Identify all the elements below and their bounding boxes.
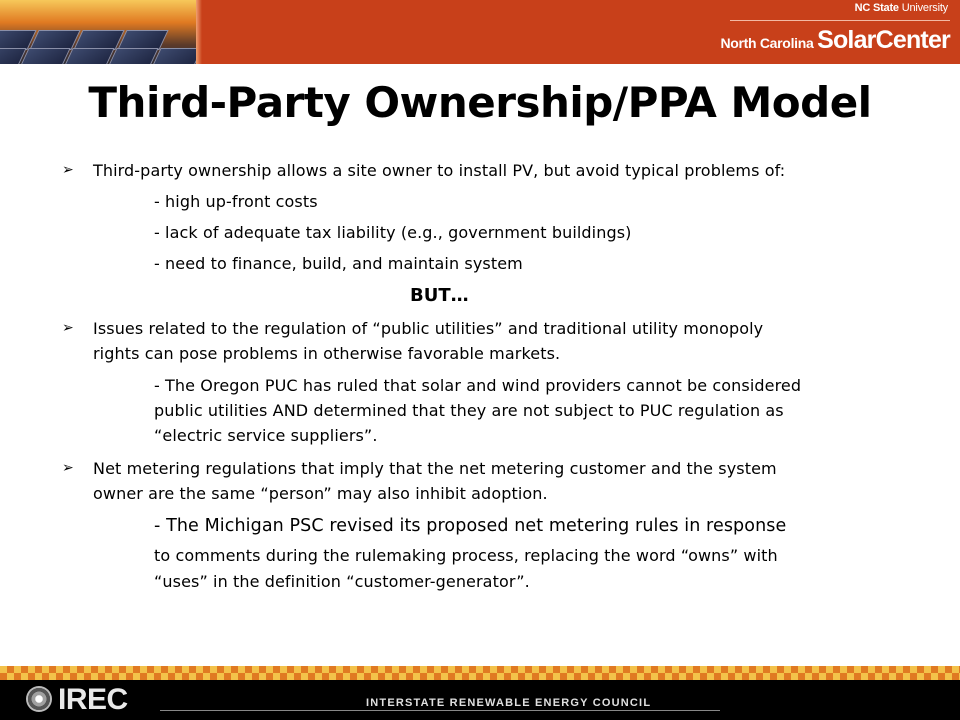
bullet-1-sub-1: - high up-front costs	[154, 192, 318, 211]
bullet-3-line-2: owner are the same “person” may also inhibit adoption.	[93, 484, 548, 503]
irec-logo-text: IREC	[58, 683, 128, 716]
but-heading: BUT…	[410, 285, 469, 306]
bullet-arrow-icon: ➢	[62, 320, 74, 336]
solar-center-logo	[720, 26, 950, 55]
bullet-2-line-1: Issues related to the regulation of “public utilities” and traditional utility monopoly	[93, 319, 764, 338]
bullet-3-sub-2: to comments during the rulemaking process, replacing the word “owns” with	[154, 546, 778, 565]
bullet-2-line-2: rights can pose problems in otherwise favorable markets.	[93, 344, 561, 363]
bullet-arrow-icon: ➢	[62, 162, 74, 178]
footer-rule	[160, 710, 720, 711]
solar-panel-photo	[0, 0, 196, 64]
header-rule	[730, 20, 950, 21]
bullet-1-sub-2: - lack of adequate tax liability (e.g., government buildings)	[154, 223, 632, 242]
header-band	[0, 0, 960, 64]
bullet-2-sub-2: public utilities AND determined that they are not subject to PUC regulation as	[154, 401, 784, 420]
nc-state-text: NC State	[854, 2, 899, 14]
north-carolina-text: North Carolina	[720, 35, 818, 51]
bullet-3-sub-1: - The Michigan PSC revised its proposed net metering rules in response	[154, 516, 787, 536]
bullet-2-sub-3: “electric service suppliers”.	[154, 426, 378, 445]
irec-globe-icon	[26, 686, 52, 712]
bullet-arrow-icon: ➢	[62, 460, 74, 476]
bullet-3-sub-3: “uses” in the definition “customer-generator”.	[154, 572, 530, 591]
university-text: University	[898, 2, 948, 14]
slide-title: Third-Party Ownership/PPA Model	[88, 78, 872, 127]
council-name: INTERSTATE RENEWABLE ENERGY COUNCIL	[366, 697, 652, 709]
nc-state-logo	[855, 2, 948, 14]
bullet-1-sub-3: - need to finance, build, and maintain system	[154, 254, 523, 273]
bullet-3-line-1: Net metering regulations that imply that the net metering customer and the system	[93, 459, 777, 478]
header-divider	[196, 0, 202, 64]
bullet-1-line-1: Third-party ownership allows a site owner to install PV, but avoid typical problems of:	[93, 161, 786, 180]
checkered-strip	[0, 666, 960, 680]
bullet-2-sub-1: - The Oregon PUC has ruled that solar and wind providers cannot be considered	[154, 376, 802, 395]
solar-center-text: SolarCenter	[817, 26, 950, 54]
